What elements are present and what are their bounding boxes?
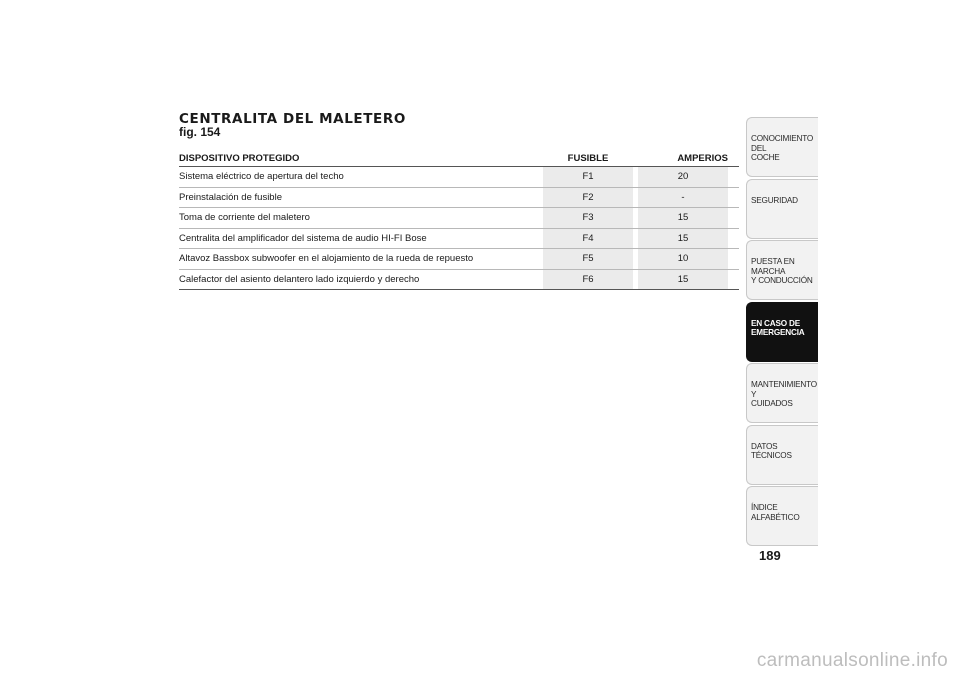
cell-device: Calefactor del asiento delantero lado izquierdo y derecho: [179, 273, 420, 285]
table-header-row: [179, 150, 739, 167]
cell-amps: -: [638, 188, 728, 208]
table-row: [179, 249, 739, 270]
cell-amps: 10: [638, 249, 728, 269]
tab-label-line: EMERGENCIA: [751, 328, 805, 337]
table-row: [179, 229, 739, 250]
cell-fuse: F3: [543, 208, 633, 228]
cell-device: Altavoz Bassbox subwoofer en el alojamiento de la rueda de repuesto: [179, 253, 474, 265]
cell-amps: 20: [638, 167, 728, 187]
tab-label-line: EN CASO DE: [751, 318, 800, 328]
cell-fuse: F1: [543, 167, 633, 187]
tab-label-line: ÍNDICE ALFABÉTICO: [751, 503, 800, 522]
table-row: [179, 270, 739, 291]
header-device: DISPOSITIVO PROTEGIDO: [179, 152, 300, 164]
cell-fuse: F4: [543, 229, 633, 249]
cell-amps: 15: [638, 229, 728, 249]
cell-device: Sistema eléctrico de apertura del techo: [179, 171, 344, 183]
tab-seguridad[interactable]: [746, 179, 818, 239]
cell-fuse: F6: [543, 270, 633, 290]
cell-amps: 15: [638, 208, 728, 228]
cell-device: Toma de corriente del maletero: [179, 212, 310, 224]
chapter-nav: [746, 117, 818, 548]
table-row: [179, 208, 739, 229]
tab-datos-tecnicos[interactable]: [746, 425, 818, 485]
tab-label-line: COCHE: [751, 153, 780, 162]
tab-label-line: SEGURIDAD: [751, 195, 798, 205]
cell-device: Preinstalación de fusible: [179, 191, 282, 203]
header-amps: AMPERIOS: [677, 152, 728, 164]
tab-mantenimiento[interactable]: [746, 363, 818, 423]
tab-label-line: Y CONDUCCIÓN: [751, 276, 813, 285]
cell-fuse: F2: [543, 188, 633, 208]
tab-label-line: CONOCIMIENTO DEL: [751, 134, 814, 153]
cell-fuse: F5: [543, 249, 633, 269]
page-number: 189: [759, 548, 781, 563]
tab-indice-alfabetico[interactable]: [746, 486, 818, 546]
tab-label-line: DATOS TÉCNICOS: [751, 441, 792, 460]
tab-label-line: PUESTA EN MARCHA: [751, 257, 795, 276]
tab-label-line: MANTENIMIENTO Y: [751, 380, 817, 399]
fuse-table: [179, 150, 739, 290]
table-row: [179, 167, 739, 188]
tab-puesta-en-marcha[interactable]: [746, 240, 818, 300]
table-row: [179, 188, 739, 209]
header-fuse: FUSIBLE: [567, 152, 609, 164]
figure-reference: fig. 154: [179, 125, 221, 139]
tab-label-line: CUIDADOS: [751, 399, 793, 408]
tab-conocimiento-del-coche[interactable]: [746, 117, 818, 177]
section-title: CENTRALITA DEL MALETERO: [179, 111, 406, 127]
cell-device: Centralita del amplificador del sistema de audio HI-FI Bose: [179, 232, 427, 244]
cell-amps: 15: [638, 270, 728, 290]
watermark-text: carmanualsonline.info: [756, 650, 948, 671]
tab-en-caso-de-emergencia[interactable]: [746, 302, 818, 362]
